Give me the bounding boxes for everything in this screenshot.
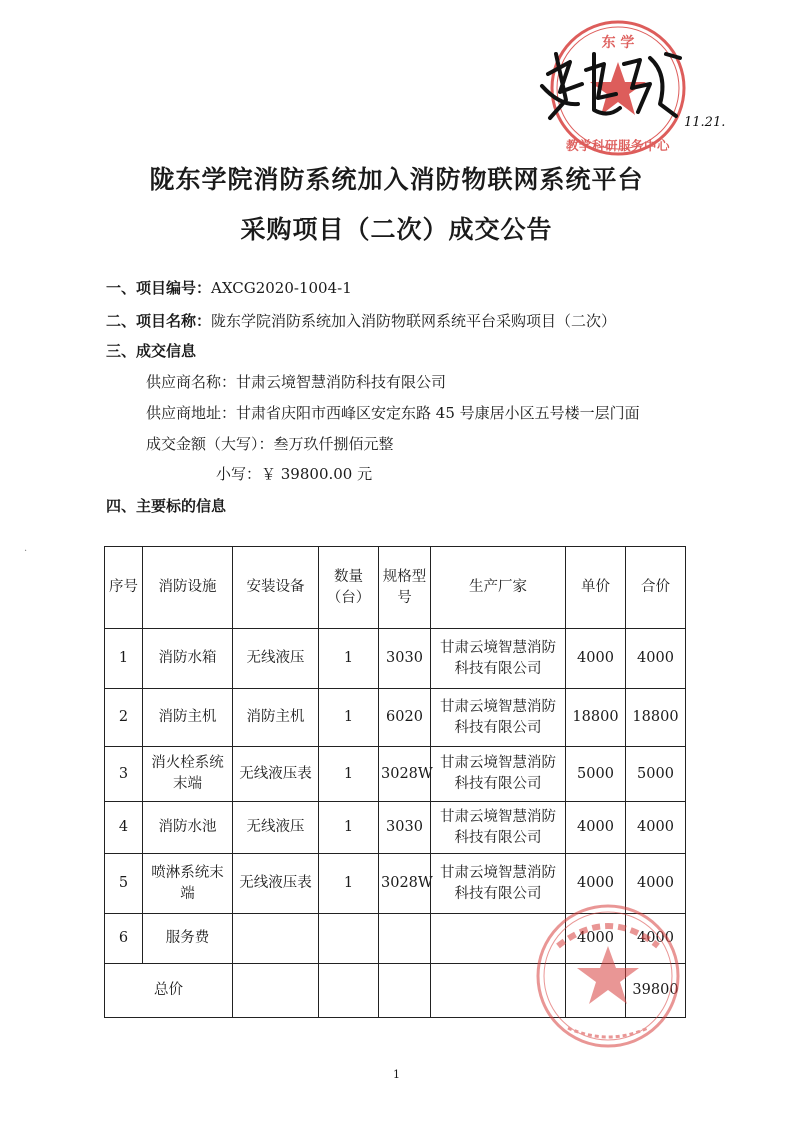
cell-model: 3028W (379, 854, 431, 914)
cell-empty (379, 964, 431, 1018)
cell-unit-price: 4000 (566, 802, 626, 854)
cell-unit-price: 4000 (566, 914, 626, 964)
cell-qty: 1 (319, 689, 379, 747)
seal-stamp-top (520, 14, 726, 174)
header-no: 序号 (105, 547, 143, 629)
cell-facility: 消火栓系统末端 (143, 747, 233, 802)
cell-model: 6020 (379, 689, 431, 747)
cell-total: 4000 (626, 854, 686, 914)
cell-equipment: 无线液压 (233, 629, 319, 689)
table-header-row (105, 547, 686, 629)
supplier-name: 供应商名称：甘肃云境智慧消防科技有限公司 (146, 373, 447, 391)
cell-facility: 服务费 (143, 914, 233, 964)
section-heading: 一、项目编号： (106, 279, 212, 297)
cell-maker: 甘肃云境智慧消防科技有限公司 (431, 629, 566, 689)
cell-maker: 甘肃云境智慧消防科技有限公司 (431, 747, 566, 802)
cell-qty: 1 (319, 629, 379, 689)
cell-no: 3 (105, 747, 143, 802)
cell-equipment (233, 914, 319, 964)
table-row (105, 747, 686, 802)
cell-facility: 消防水池 (143, 802, 233, 854)
table-row (105, 629, 686, 689)
signature-date: 11.21. (684, 115, 726, 130)
cell-equipment: 无线液压表 (233, 747, 319, 802)
header-qty: 数量（台） (319, 547, 379, 629)
cell-empty (233, 964, 319, 1018)
cell-maker: 甘肃云境智慧消防科技有限公司 (431, 802, 566, 854)
header-model: 规格型号 (379, 547, 431, 629)
cell-unit-price: 5000 (566, 747, 626, 802)
header-maker: 生产厂家 (431, 547, 566, 629)
section-deal-info (106, 341, 196, 361)
cell-qty: 1 (319, 802, 379, 854)
supplier-address: 供应商地址：甘肃省庆阳市西峰区安定东路 45 号康居小区五号楼一层门面 (146, 404, 640, 422)
cell-facility: 消防主机 (143, 689, 233, 747)
cell-total: 4000 (626, 802, 686, 854)
cell-model (379, 914, 431, 964)
cell-qty (319, 914, 379, 964)
cell-no: 4 (105, 802, 143, 854)
cell-total: 18800 (626, 689, 686, 747)
section-project-no (106, 278, 352, 298)
deal-amount-lower: 小写：￥ 39800.00 元 (216, 465, 373, 483)
stamp-text: 教学科研服务中心 (565, 138, 671, 153)
project-name-value: 陇东学院消防系统加入消防物联网系统平台采购项目（二次） (211, 312, 617, 330)
cell-empty (319, 964, 379, 1018)
cell-unit-price: 18800 (566, 689, 626, 747)
cell-qty: 1 (319, 747, 379, 802)
cell-equipment: 无线液压表 (233, 854, 319, 914)
cell-total: 4000 (626, 629, 686, 689)
section-items-info (106, 496, 226, 516)
cell-unit-price: 4000 (566, 629, 626, 689)
table-row (105, 802, 686, 854)
cell-facility: 喷淋系统末端 (143, 854, 233, 914)
total-label: 总价 (105, 964, 233, 1018)
cell-no: 5 (105, 854, 143, 914)
cell-model: 3030 (379, 629, 431, 689)
cell-equipment: 无线液压 (233, 802, 319, 854)
total-value: 39800 (626, 964, 686, 1018)
cell-total: 5000 (626, 747, 686, 802)
cell-model: 3030 (379, 802, 431, 854)
header-equipment: 安装设备 (233, 547, 319, 629)
cell-unit-price: 4000 (566, 854, 626, 914)
scan-mark: · (24, 546, 28, 557)
table-row (105, 689, 686, 747)
cell-no: 1 (105, 629, 143, 689)
project-no-value: AXCG2020-1004-1 (211, 279, 352, 297)
section-project-name (106, 311, 616, 331)
cell-facility: 消防水箱 (143, 629, 233, 689)
announcement-title-line2: 采购项目（二次）成交公告 (240, 215, 553, 244)
header-facility: 消防设施 (143, 547, 233, 629)
cell-maker: 甘肃云境智慧消防科技有限公司 (431, 854, 566, 914)
header-unit-price: 单价 (566, 547, 626, 629)
section-heading: 三、成交信息 (106, 342, 197, 360)
cell-maker: 甘肃云境智慧消防科技有限公司 (431, 689, 566, 747)
deal-amount-upper: 成交金额（大写）：叁万玖仟捌佰元整 (146, 435, 394, 453)
page-number: 1 (393, 1068, 400, 1081)
svg-text:东 学: 东 学 (601, 35, 635, 51)
cell-equipment: 消防主机 (233, 689, 319, 747)
cell-total: 4000 (626, 914, 686, 964)
seal-stamp-bottom (528, 896, 688, 1056)
cell-model: 3028W (379, 747, 431, 802)
section-heading: 二、项目名称： (106, 312, 212, 330)
header-total: 合价 (626, 547, 686, 629)
announcement-title-line1: 陇东学院消防系统加入消防物联网系统平台 (149, 165, 644, 194)
cell-qty: 1 (319, 854, 379, 914)
section-heading: 四、主要标的信息 (106, 497, 227, 515)
cell-no: 6 (105, 914, 143, 964)
cell-no: 2 (105, 689, 143, 747)
